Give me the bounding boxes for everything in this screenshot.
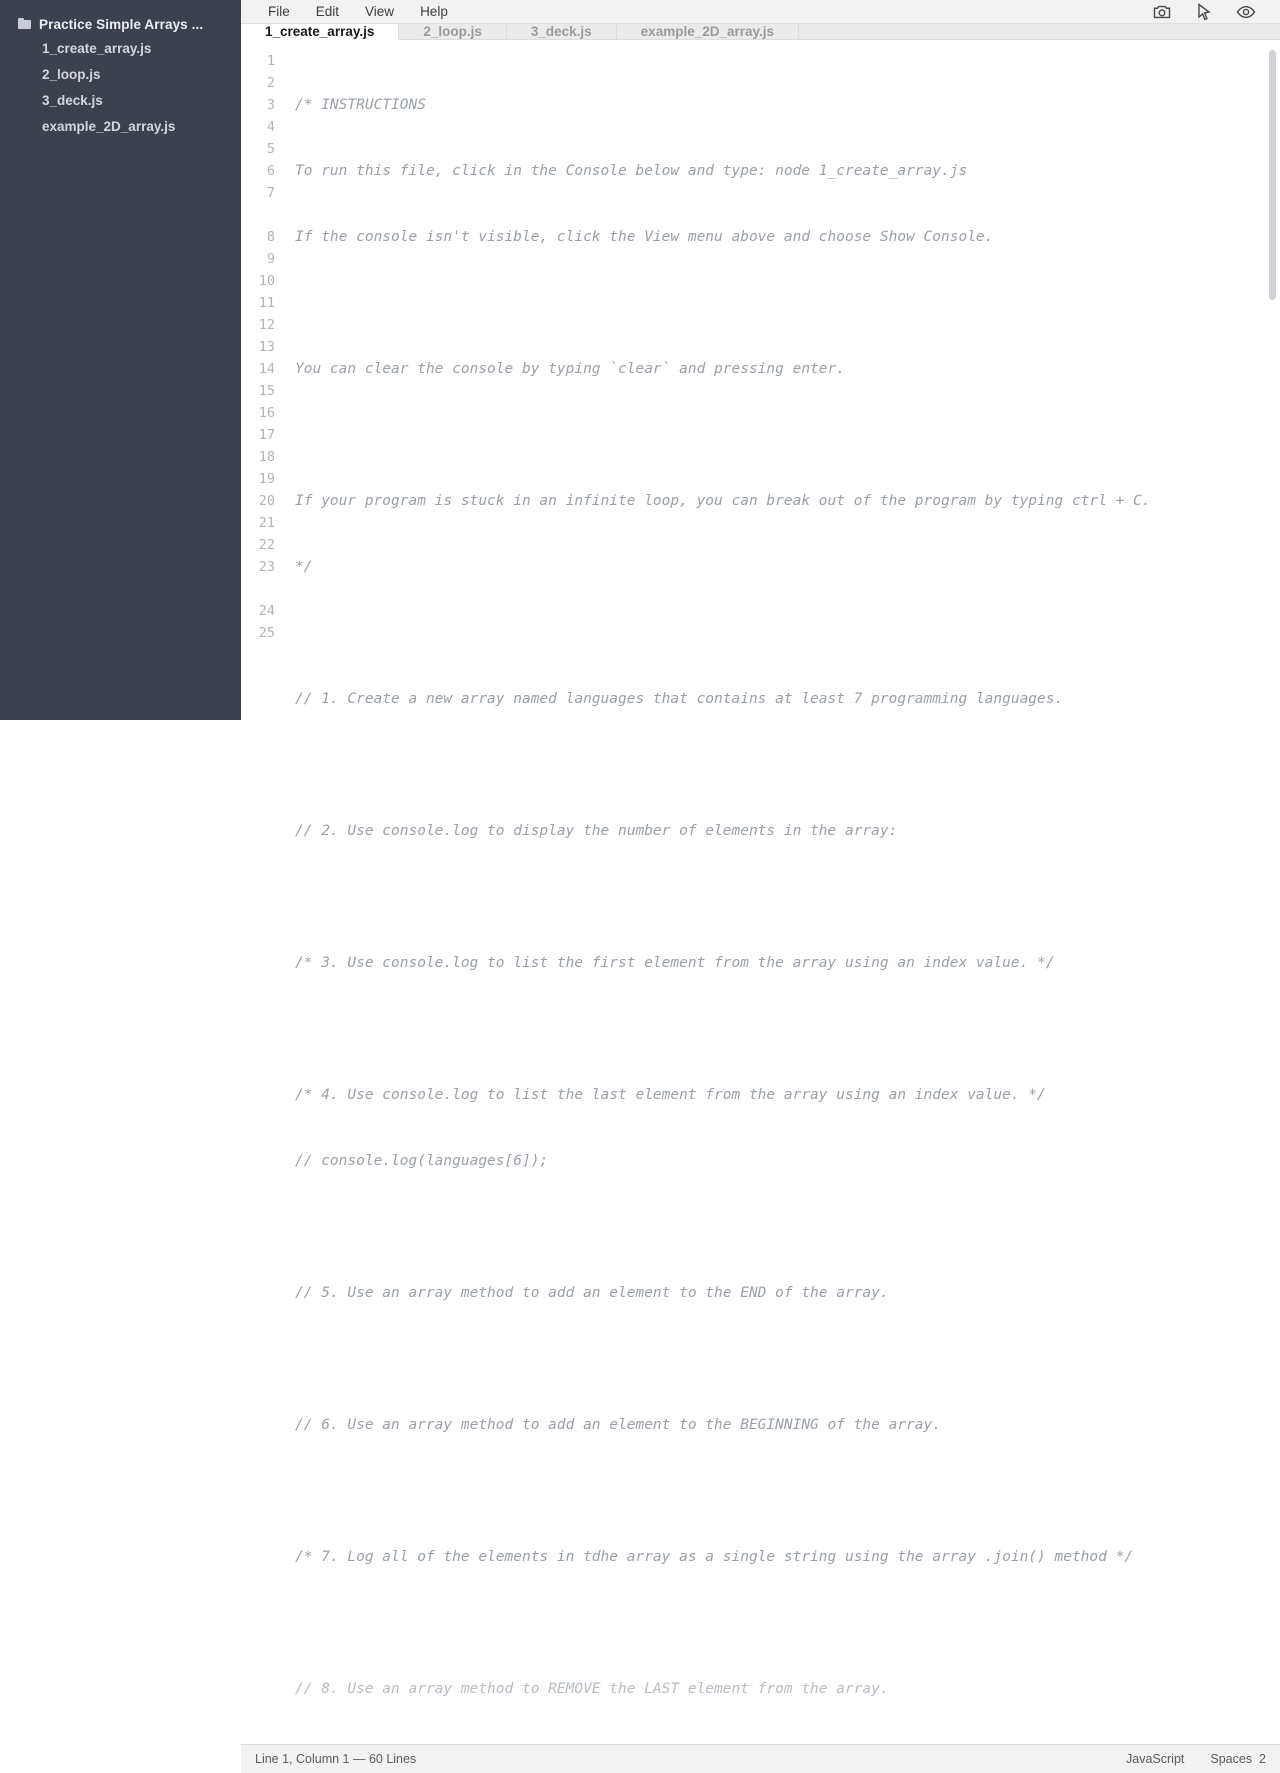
line-number: 14 <box>258 361 275 377</box>
line-number: 24 <box>258 603 275 619</box>
tab-1-create-array[interactable]: 1_create_array.js <box>241 24 399 40</box>
line-number: 25 <box>258 625 275 641</box>
line-number: 18 <box>258 449 275 465</box>
code-line: // 1. Create a new array named languages that contains at least 7 programming languages. <box>295 691 1064 707</box>
line-number-gutter <box>241 40 283 1744</box>
tab-2-loop[interactable]: 2_loop.js <box>399 24 507 39</box>
menu-bar <box>241 0 1280 24</box>
code-line: To run this file, click in the Console below and type: node 1_create_array.js <box>295 163 968 179</box>
line-number: 19 <box>258 471 275 487</box>
code-line: */ <box>295 559 313 575</box>
language-mode[interactable]: JavaScript <box>1126 1752 1185 1766</box>
code-line: // 6. Use an array method to add an element to the BEGINNING of the array. <box>295 1417 942 1433</box>
line-number: 17 <box>258 427 275 443</box>
code-line <box>295 1612 1250 1634</box>
code-line <box>295 1018 1250 1040</box>
line-number: 10 <box>258 273 275 289</box>
line-number: 21 <box>258 515 275 531</box>
file-sidebar <box>0 0 241 720</box>
status-bar-right <box>1126 1752 1266 1766</box>
sidebar-item-3-deck[interactable]: 3_deck.js <box>42 93 103 108</box>
line-number: 15 <box>258 383 275 399</box>
code-line <box>295 292 1250 314</box>
eye-icon[interactable] <box>1236 2 1256 22</box>
code-line: If your program is stuck in an infinite loop, you can break out of the program by typing ctrl + C. <box>295 493 1151 509</box>
project-name: Practice Simple Arrays ... <box>39 16 204 32</box>
code-line: // console.log(languages[6]); <box>295 1153 549 1169</box>
sidebar-item-example-2d-array[interactable]: example_2D_array.js <box>42 119 176 134</box>
status-bar <box>241 1744 1280 1773</box>
code-line <box>295 1216 1250 1238</box>
code-line: /* INSTRUCTIONS <box>295 97 426 113</box>
line-number: 4 <box>266 119 275 135</box>
code-line <box>295 1480 1250 1502</box>
cursor-icon[interactable] <box>1194 2 1214 22</box>
menu-help[interactable]: Help <box>420 4 448 19</box>
menu-view[interactable]: View <box>365 4 395 19</box>
line-number: 7 <box>266 185 275 201</box>
code-line <box>295 1348 1250 1370</box>
line-number: 13 <box>258 339 275 355</box>
code-line: // 8. Use an array method to REMOVE the LAST element from the array. <box>295 1681 889 1697</box>
editor-tab-bar <box>241 24 1280 40</box>
code-line <box>295 424 1250 446</box>
line-number: 8 <box>266 229 275 245</box>
code-line: // 2. Use console.log to display the number of elements in the array: <box>295 823 898 839</box>
line-number: 2 <box>266 75 275 91</box>
line-number: 22 <box>258 537 275 553</box>
main-area <box>241 0 1280 1766</box>
line-number: 9 <box>266 251 275 267</box>
code-line <box>295 754 1250 776</box>
code-editor[interactable] <box>241 40 1280 1744</box>
editor-scrollbar-thumb[interactable] <box>1269 50 1276 300</box>
line-number: 3 <box>266 97 275 113</box>
tab-3-deck[interactable]: 3_deck.js <box>507 24 617 39</box>
cursor-position: Line 1, Column 1 — 60 Lines <box>255 1752 417 1766</box>
folder-icon <box>18 19 31 29</box>
line-number: 11 <box>258 295 275 311</box>
menu-file[interactable]: File <box>268 4 290 19</box>
code-line: You can clear the console by typing `clear` and pressing enter. <box>295 361 845 377</box>
code-line: /* 3. Use console.log to list the first element from the array using an index value. */ <box>295 955 1055 971</box>
line-number: 5 <box>266 141 275 157</box>
line-number: 1 <box>266 53 275 69</box>
project-row[interactable] <box>0 12 241 36</box>
sidebar-item-2-loop[interactable]: 2_loop.js <box>42 67 101 82</box>
line-number: 6 <box>266 163 275 179</box>
line-number: 20 <box>258 493 275 509</box>
tab-bar-filler <box>799 24 1280 39</box>
code-line <box>295 886 1250 908</box>
code-content[interactable] <box>283 40 1280 1744</box>
code-line: /* 4. Use console.log to list the last element from the array using an index value. */ <box>295 1087 1046 1103</box>
code-line <box>295 622 1250 644</box>
camera-icon[interactable] <box>1152 2 1172 22</box>
line-number: 23 <box>258 559 275 575</box>
sidebar-item-1-create-array[interactable]: 1_create_array.js <box>42 41 152 56</box>
code-line: If the console isn't visible, click the View menu above and choose Show Console. <box>295 229 994 245</box>
tab-example-2d-array[interactable]: example_2D_array.js <box>617 24 799 39</box>
code-line: /* 7. Log all of the elements in tdhe array as a single string using the array .join() method */ <box>295 1549 1134 1565</box>
line-number: 16 <box>258 405 275 421</box>
toolbar-icons <box>1152 2 1266 22</box>
code-line: // 5. Use an array method to add an element to the END of the array. <box>295 1285 889 1301</box>
menu-edit[interactable]: Edit <box>315 4 340 19</box>
editor-scrollbar[interactable] <box>1271 44 1278 1740</box>
line-number: 12 <box>258 317 275 333</box>
indent-setting[interactable]: Spaces 2 <box>1210 1752 1266 1766</box>
